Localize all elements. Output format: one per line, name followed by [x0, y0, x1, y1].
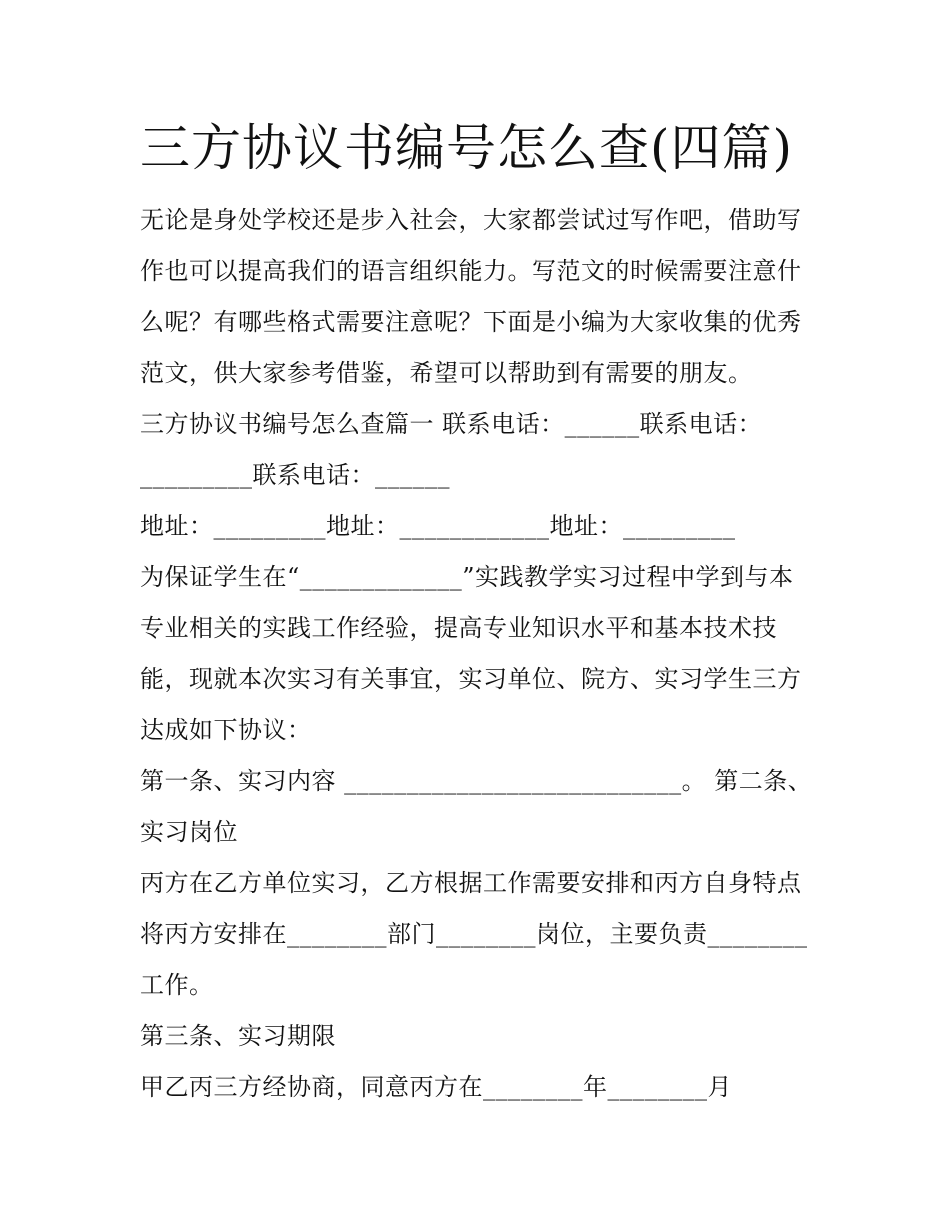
body-line: 工作。	[140, 971, 214, 999]
body-line: 么呢？有哪些格式需要注意呢？下面是小编为大家收集的优秀	[140, 308, 802, 336]
body-line: 作也可以提高我们的语言组织能力。写范文的时候需要注意什	[140, 257, 802, 285]
body-line: 无论是身处学校还是步入社会，大家都尝试过写作吧，借助写	[140, 206, 802, 234]
body-line: 甲乙丙三方经协商，同意丙方在________年________月	[140, 1073, 732, 1101]
body-line: 将丙方安排在________部门________岗位，主要负责________	[140, 920, 808, 948]
clause-line: 实习岗位	[140, 818, 238, 846]
body-line: _________联系电话：______	[140, 461, 450, 489]
body-line: 能，现就本次实习有关事宜，实习单位、院方、实习学生三方	[140, 665, 802, 693]
document-title: 三方协议书编号怎么查(四篇)	[140, 119, 794, 177]
clause-line: 第一条、实习内容 ___________________________。 第二条、	[140, 767, 813, 795]
body-line: 范文，供大家参考借鉴，希望可以帮助到有需要的朋友。	[140, 359, 753, 387]
body-line: 丙方在乙方单位实习，乙方根据工作需要安排和丙方自身特点	[140, 869, 802, 897]
body-line: 达成如下协议：	[140, 716, 312, 744]
section-heading-line: 三方协议书编号怎么查篇一 联系电话：______联系电话：	[140, 410, 763, 438]
clause-line: 第三条、实习期限	[140, 1022, 336, 1050]
body-line: 专业相关的实践工作经验，提高专业知识水平和基本技术技	[140, 614, 777, 642]
body-line: 为保证学生在“_____________”实践教学实习过程中学到与本	[140, 563, 794, 591]
address-line: 地址：_________地址：____________地址：_________	[140, 512, 736, 540]
